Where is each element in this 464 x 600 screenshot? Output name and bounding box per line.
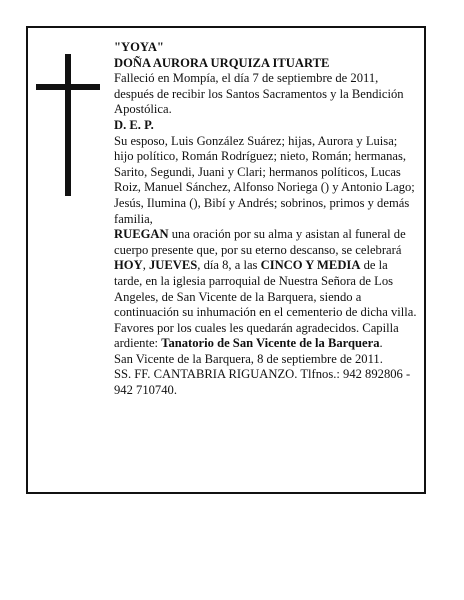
hoy-word: HOY [114, 258, 143, 273]
request-comma: , [142, 258, 149, 273]
request-text-1: una oración por su alma y asistan al funeral de cuerpo presente que, por su eterno descanso, se celebrará [114, 227, 406, 257]
funeral-request [114, 227, 419, 352]
death-notice: Falleció en Mompía, el día 7 de septiembre de 2011, después de recibir los Santos Sacramentos y la Bendición Apostólica. [114, 71, 404, 117]
request-text-3: de la tarde, en la iglesia parroquial de Nuestra Señora de Los Angeles, de San Vicente de la Barquera, siendo a continuación su inhumación en el cementerio de dicha villa. Favores por los cuales les quedarán agradecidos. Capilla ardiente: [114, 258, 417, 351]
obituary-text [114, 40, 419, 399]
ruegan-word: RUEGAN [114, 227, 169, 242]
family-list: Su esposo, Luis González Suárez; hijas, Aurora y Luisa; hijo político, Román Rodríguez; nieto, Román; hermanas, Sarito, Segundi, Juani y Clari; hermanos políticos, Lucas Roiz, Manuel Sánchez, Alfonso Noriega () y Antonio Lago; Jesús, Ilumina (), Bibí y Andrés; sobrinos, primos y demás familia, [114, 133, 415, 226]
place-date: San Vicente de la Barquera, 8 de septiembre de 2011. [114, 351, 383, 366]
request-text-2: , día 8, a las [197, 258, 261, 273]
nickname: "YOYA" [114, 40, 164, 54]
request-end: . [379, 336, 383, 351]
jueves-word: JUEVES [148, 258, 198, 273]
cross-vertical-bar [65, 54, 71, 196]
funeral-home: SS. FF. CANTABRIA RIGUANZO. Tlfnos.: 942 892806 - 942 710740. [114, 367, 411, 398]
cross-icon [36, 54, 100, 196]
cross-horizontal-bar [36, 84, 100, 90]
time-cinco-y-media: CINCO Y MEDIA [260, 258, 361, 273]
deceased-name: DOÑA AURORA URQUIZA ITUARTE [114, 55, 330, 70]
dep-line: D. E. P. [114, 117, 154, 132]
tanatorio-name: Tanatorio de San Vicente de la Barquera [161, 336, 380, 351]
